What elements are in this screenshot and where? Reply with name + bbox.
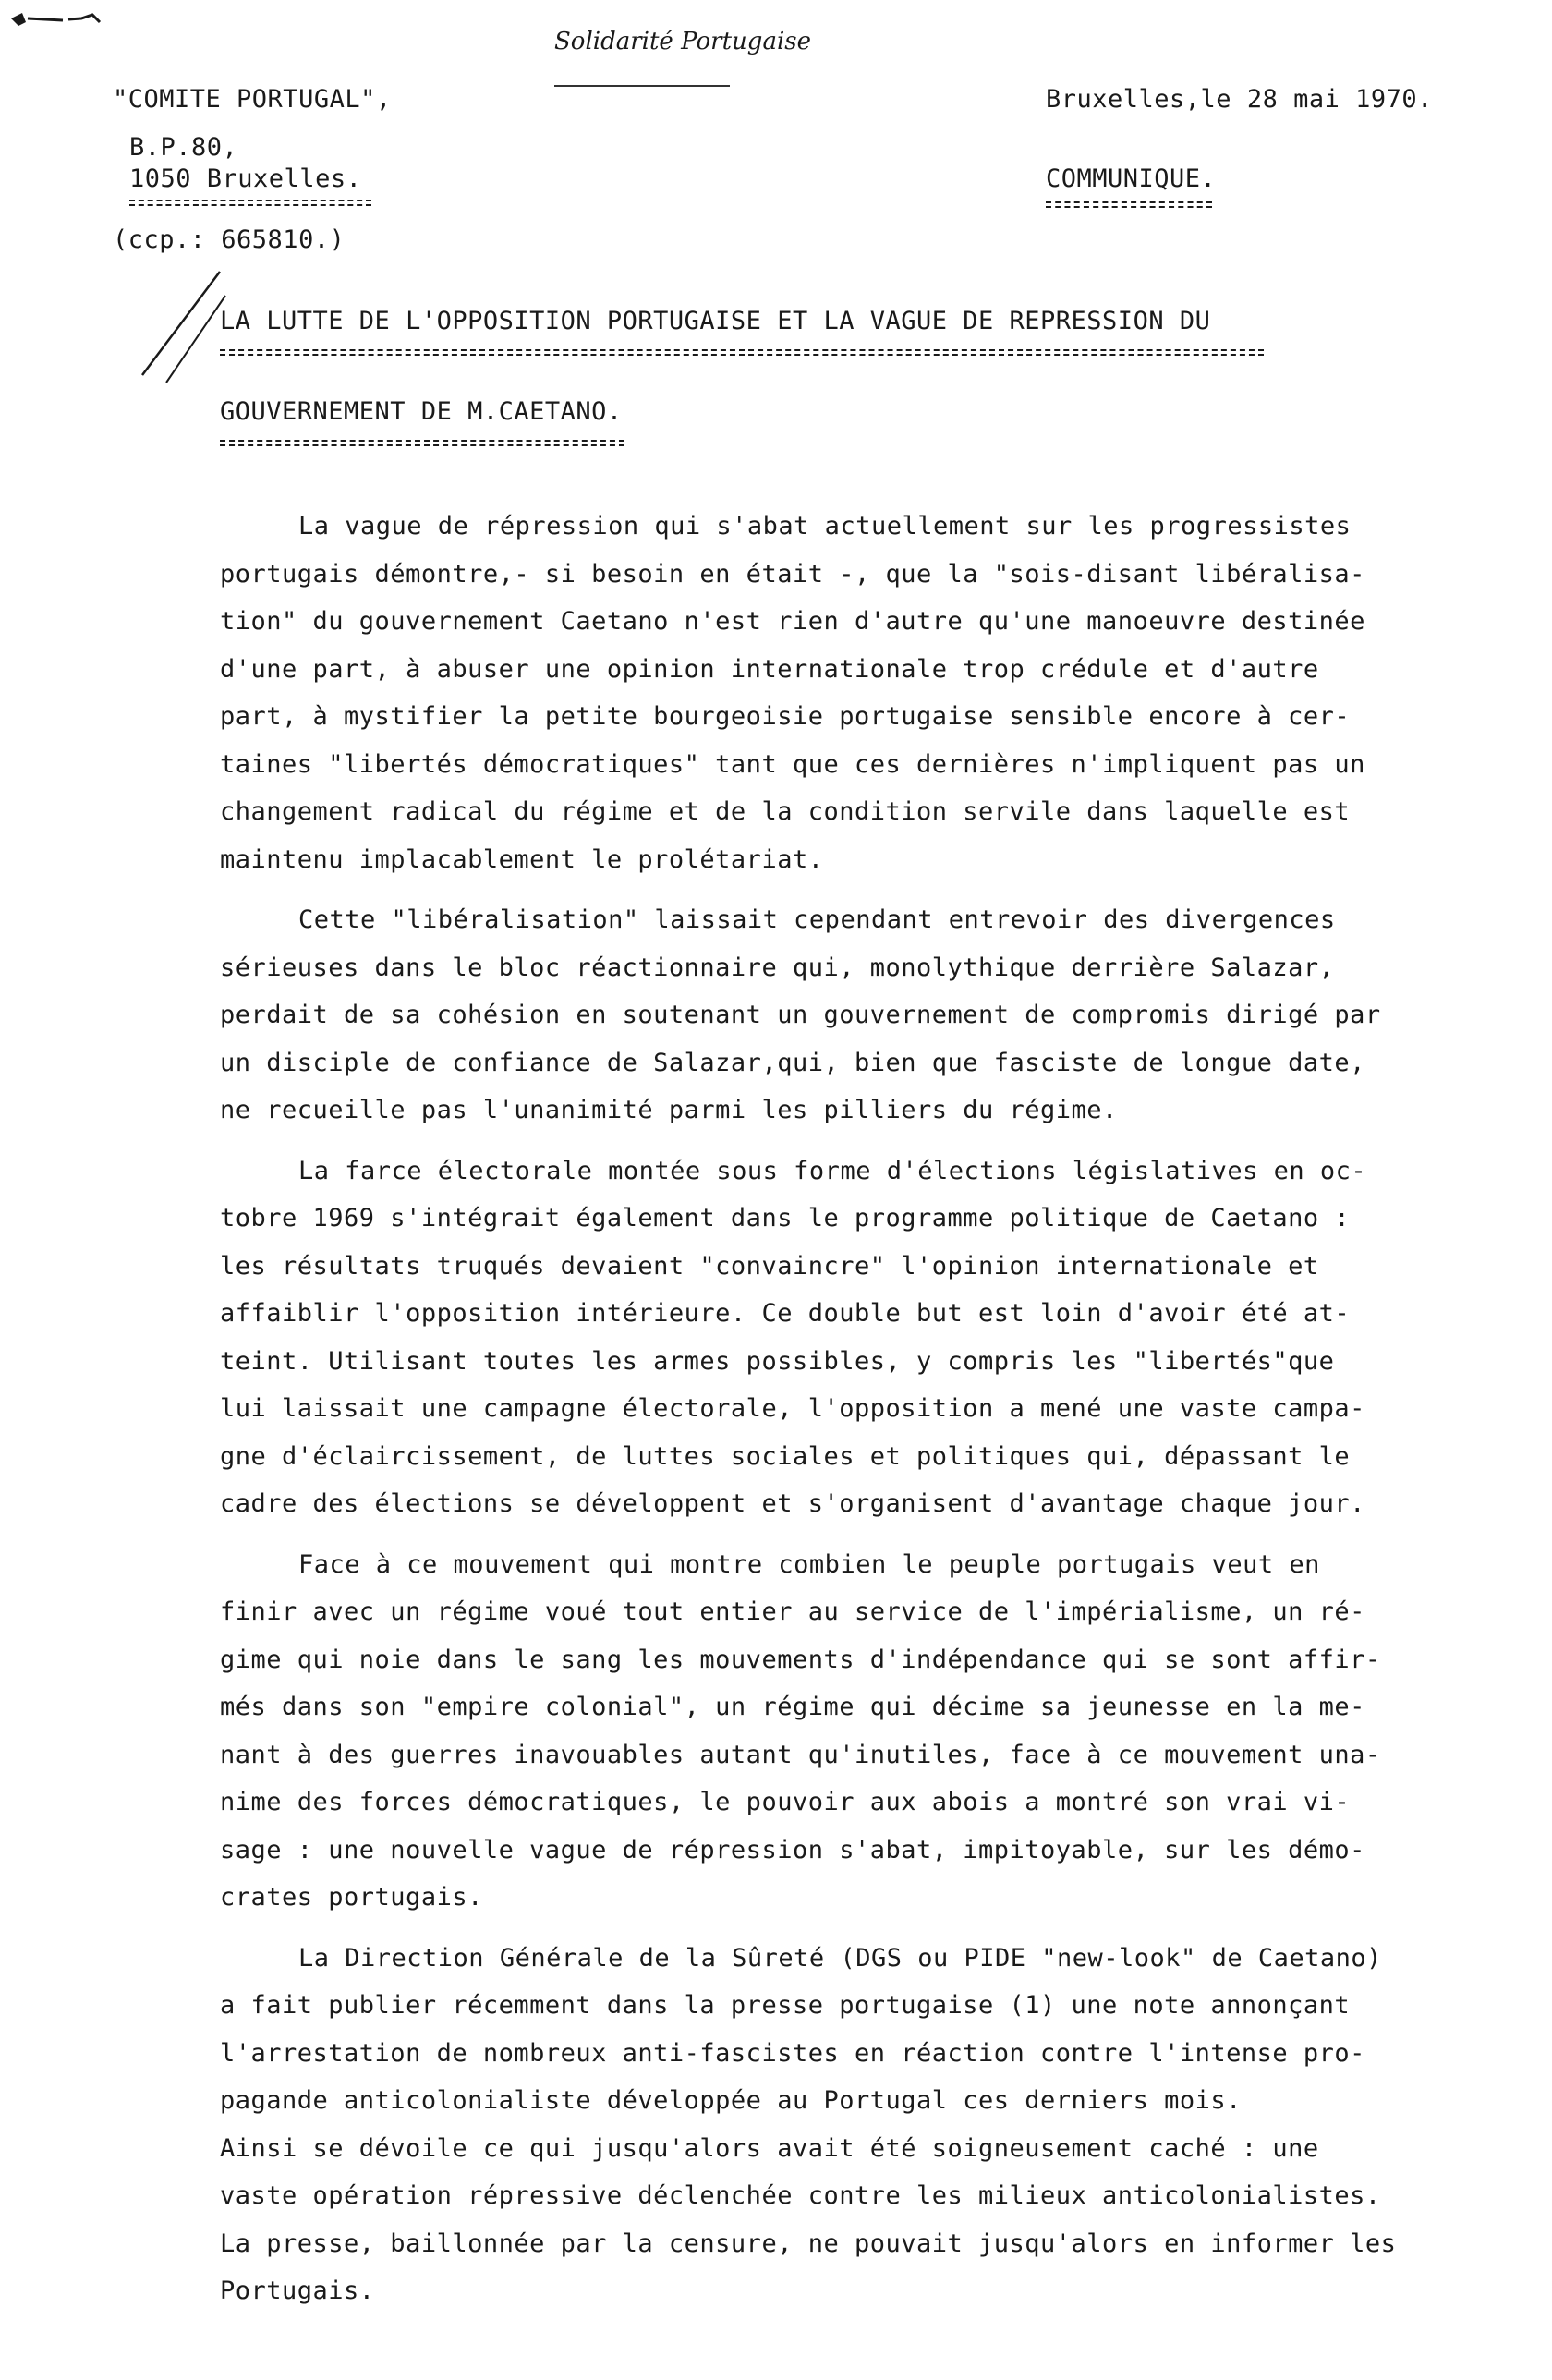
text-line: portugais démontre,- si besoin en était -, que la "sois-disant libéralisa- — [220, 559, 1365, 589]
paragraph-4 — [220, 1541, 1449, 1922]
text-line: cadre des élections se développent et s'organisent d'avantage chaque jour. — [220, 1489, 1365, 1518]
text-line: lui laissait une campagne électorale, l'opposition a mené une vaste campa- — [220, 1394, 1365, 1423]
paragraph-5 — [220, 1935, 1449, 2315]
text-line: taines "libertés démocratiques" tant que ces dernières n'impliquent pas un — [220, 749, 1365, 779]
text-line: crates portugais. — [220, 1883, 483, 1912]
body-text — [220, 503, 1449, 2328]
text-line: d'une part, à abuser une opinion internationale trop crédule et d'autre — [220, 654, 1319, 684]
sender-box: B.P.80, — [129, 133, 238, 162]
text-line: sage : une nouvelle vague de répression s'abat, impitoyable, sur les démo- — [220, 1835, 1365, 1864]
text-line: tion" du gouvernement Caetano n'est rien d'autre qu'une manoeuvre destinée — [220, 607, 1365, 636]
ink-mark-icon — [7, 6, 118, 37]
text-line: La presse, baillonnée par la censure, ne pouvait jusqu'alors en informer les — [220, 2228, 1397, 2258]
title-line-2-underline — [220, 440, 624, 446]
text-line: La farce électorale montée sous forme d'élections législatives en oc- — [298, 1156, 1367, 1185]
sender-city: 1050 Bruxelles. — [129, 164, 362, 193]
text-line: teint. Utilisant toutes les armes possibles, y compris les "libertés"que — [220, 1346, 1335, 1376]
text-line: tobre 1969 s'intégrait également dans le programme politique de Caetano : — [220, 1204, 1351, 1232]
text-line: Face à ce mouvement qui montre combien le peuple portugais veut en — [298, 1549, 1320, 1579]
text-line: perdait de sa cohésion en soutenant un gouvernement de compromis dirigé par — [220, 1001, 1381, 1029]
text-line: Cette "libéralisation" laissait cependant entrevoir des divergences — [298, 905, 1336, 934]
sender-ccp: (ccp.: 665810.) — [113, 225, 346, 254]
text-line: les résultats truqués devaient "convaincre" l'opinion internationale et — [220, 1251, 1319, 1281]
text-line: sérieuses dans le bloc réactionnaire qui, monolythique derrière Salazar, — [220, 953, 1335, 982]
text-line: finir avec un régime voué tout entier au service de l'impérialisme, un ré- — [220, 1597, 1365, 1626]
text-line: un disciple de confiance de Salazar,qui, bien que fasciste de longue date, — [220, 1048, 1365, 1077]
handwritten-note: Solidarité Portugaise — [554, 28, 811, 55]
sender-city-underline — [129, 200, 371, 206]
paragraph-3 — [220, 1148, 1449, 1528]
text-line: affaiblir l'opposition intérieure. Ce double but est loin d'avoir été at- — [220, 1299, 1351, 1328]
title-line-2: GOUVERNEMENT DE M.CAETANO. — [220, 397, 623, 426]
text-line: nant à des guerres inavouables autant qu'inutiles, face à ce mouvement una- — [220, 1740, 1381, 1769]
sender-name: "COMITE PORTUGAL", — [113, 85, 392, 114]
text-line: ne recueille pas l'unanimité parmi les pilliers du régime. — [220, 1096, 1118, 1124]
text-line: pagande anticolonialiste développée au Portugal ces derniers mois. — [220, 2086, 1242, 2115]
text-line: gne d'éclaircissement, de luttes sociales et politiques qui, dépassant le — [220, 1441, 1351, 1471]
communique-label: COMMUNIQUE. — [1046, 164, 1217, 193]
date-line: Bruxelles,le 28 mai 1970. — [1046, 85, 1433, 114]
text-line: a fait publier récemment dans la presse portugaise (1) une note annonçant — [220, 1991, 1351, 2020]
text-line: La vague de répression qui s'abat actuellement sur les progressistes — [298, 512, 1352, 540]
text-line: nime des forces démocratiques, le pouvoir aux abois a montré son vrai vi- — [220, 1788, 1351, 1816]
communique-underline — [1046, 201, 1212, 208]
text-line: vaste opération répressive déclenchée contre les milieux anticolonialistes. — [220, 2181, 1381, 2210]
text-line: part, à mystifier la petite bourgeoisie portugaise sensible encore à cer- — [220, 702, 1351, 731]
handwritten-underline — [554, 85, 730, 87]
title-line-1: LA LUTTE DE L'OPPOSITION PORTUGAISE ET LA VAGUE DE REPRESSION DU — [220, 307, 1211, 335]
text-line: Ainsi se dévoile ce qui jusqu'alors avait été soigneusement caché : une — [220, 2133, 1319, 2163]
text-line: La Direction Générale de la Sûreté (DGS ou PIDE "new-look" de Caetano) — [298, 1943, 1382, 1973]
title-line-1-underline — [220, 349, 1264, 356]
text-line: l'arrestation de nombreux anti-fascistes en réaction contre l'intense pro- — [220, 2038, 1365, 2068]
margin-mark-icon — [129, 268, 231, 392]
text-line: gime qui noie dans le sang les mouvements d'indépendance qui se sont affir- — [220, 1645, 1381, 1674]
paragraph-2 — [220, 896, 1449, 1135]
text-line: més dans son "empire colonial", un régime qui décime sa jeunesse en la me- — [220, 1693, 1365, 1721]
text-line: Portugais. — [220, 2277, 375, 2305]
text-line: changement radical du régime et de la condition servile dans laquelle est — [220, 797, 1351, 826]
text-line: maintenu implacablement le prolétariat. — [220, 844, 824, 874]
paragraph-1 — [220, 503, 1449, 883]
